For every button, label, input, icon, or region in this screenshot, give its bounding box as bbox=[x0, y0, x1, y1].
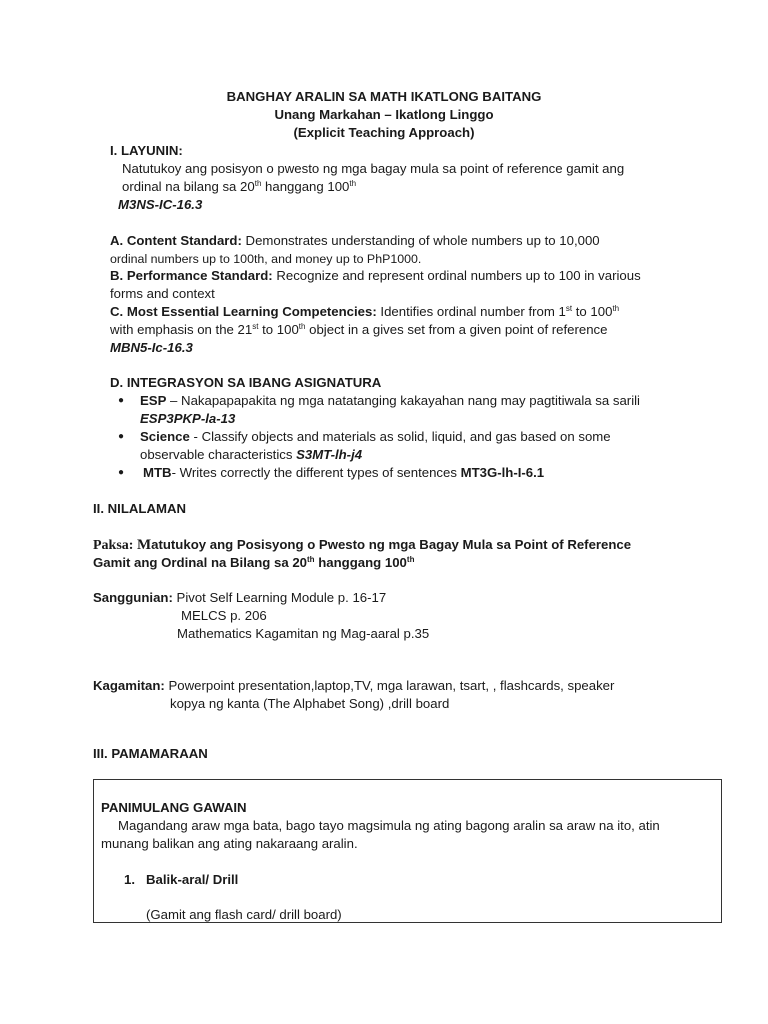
melc-code: MBN5-Ic-16.3 bbox=[110, 340, 193, 355]
bullet-science: ● bbox=[118, 431, 125, 442]
panimulang-gawain-line-2: munang balikan ang ating nakaraang aralin. bbox=[101, 836, 358, 851]
nilalaman-heading: II. NILALAMAN bbox=[93, 501, 187, 516]
pamamaraan-heading: III. PAMAMARAAN bbox=[93, 746, 208, 761]
performance-standard: B. Performance Standard: Recognize and represent ordinal numbers up to 100 in various bbox=[110, 268, 641, 283]
integrasyon-science-line-2: observable characteristics S3MT-lh-j4 bbox=[140, 447, 363, 462]
panimulang-gawain-heading: PANIMULANG GAWAIN bbox=[101, 800, 247, 815]
balik-aral-label: Balik-aral/ Drill bbox=[146, 872, 239, 887]
melc-line-2: with emphasis on the 21st to 100th object in a gives set from a given point of reference bbox=[110, 322, 608, 337]
integrasyon-heading: D. INTEGRASYON SA IBANG ASIGNATURA bbox=[110, 375, 382, 390]
content-standard-line-2: ordinal numbers up to 100th, and money up to PhP1000. bbox=[110, 252, 422, 266]
bullet-mtb: ● bbox=[118, 467, 125, 478]
balik-aral-note: (Gamit ang flash card/ drill board) bbox=[146, 907, 342, 922]
sanggunian: Sanggunian: Pivot Self Learning Module p. 16-17 bbox=[93, 590, 387, 605]
kagamitan: Kagamitan: Powerpoint presentation,laptop,TV, mga larawan, tsart, , flashcards, speaker bbox=[93, 678, 615, 693]
layunin-code: M3NS-IC-16.3 bbox=[118, 197, 203, 212]
panimulang-gawain-line-1: Magandang araw mga bata, bago tayo magsimula ng ating bagong aralin sa araw na ito, atin bbox=[118, 818, 660, 833]
layunin-line-1: Natutukoy ang posisyon o pwesto ng mga bagay mula sa point of reference gamit ang bbox=[122, 161, 625, 176]
document-subtitle: Unang Markahan – Ikatlong Linggo bbox=[274, 107, 494, 122]
content-standard: A. Content Standard: Demonstrates understanding of whole numbers up to 10,000 bbox=[110, 233, 600, 248]
paksa-line-2: Gamit ang Ordinal na Bilang sa 20th hanggang 100th bbox=[93, 555, 415, 570]
integrasyon-science: Science - Classify objects and materials as solid, liquid, and gas based on some bbox=[140, 429, 611, 444]
melc: C. Most Essential Learning Competencies: Identifies ordinal number from 1st to 100th bbox=[110, 304, 620, 319]
item-number: 1. bbox=[124, 872, 135, 887]
layunin-heading: I. LAYUNIN: bbox=[110, 143, 183, 158]
layunin-line-2: ordinal na bilang sa 20th hanggang 100th bbox=[122, 179, 357, 194]
integrasyon-esp: ESP – Nakapapapakita ng mga natatanging kakayahan nang may pagtitiwala sa sarili bbox=[140, 393, 640, 408]
integrasyon-esp-code: ESP3PKP-la-13 bbox=[140, 411, 236, 426]
document-title: BANGHAY ARALIN SA MATH IKATLONG BAITANG bbox=[226, 89, 542, 104]
bullet-esp: ● bbox=[118, 395, 125, 406]
paksa: Paksa: Matutukoy ang Posisyong o Pwesto ng mga Bagay Mula sa Point of Reference bbox=[93, 537, 632, 553]
sanggunian-2: MELCS p. 206 bbox=[181, 608, 267, 623]
performance-standard-line-2: forms and context bbox=[110, 286, 215, 301]
kagamitan-2: kopya ng kanta (The Alphabet Song) ,drill board bbox=[170, 696, 450, 711]
teaching-approach: (Explicit Teaching Approach) bbox=[293, 125, 475, 140]
sanggunian-3: Mathematics Kagamitan ng Mag-aaral p.35 bbox=[177, 626, 430, 641]
integrasyon-mtb: MTB- Writes correctly the different types of sentences MT3G-lh-I-6.1 bbox=[143, 465, 545, 480]
